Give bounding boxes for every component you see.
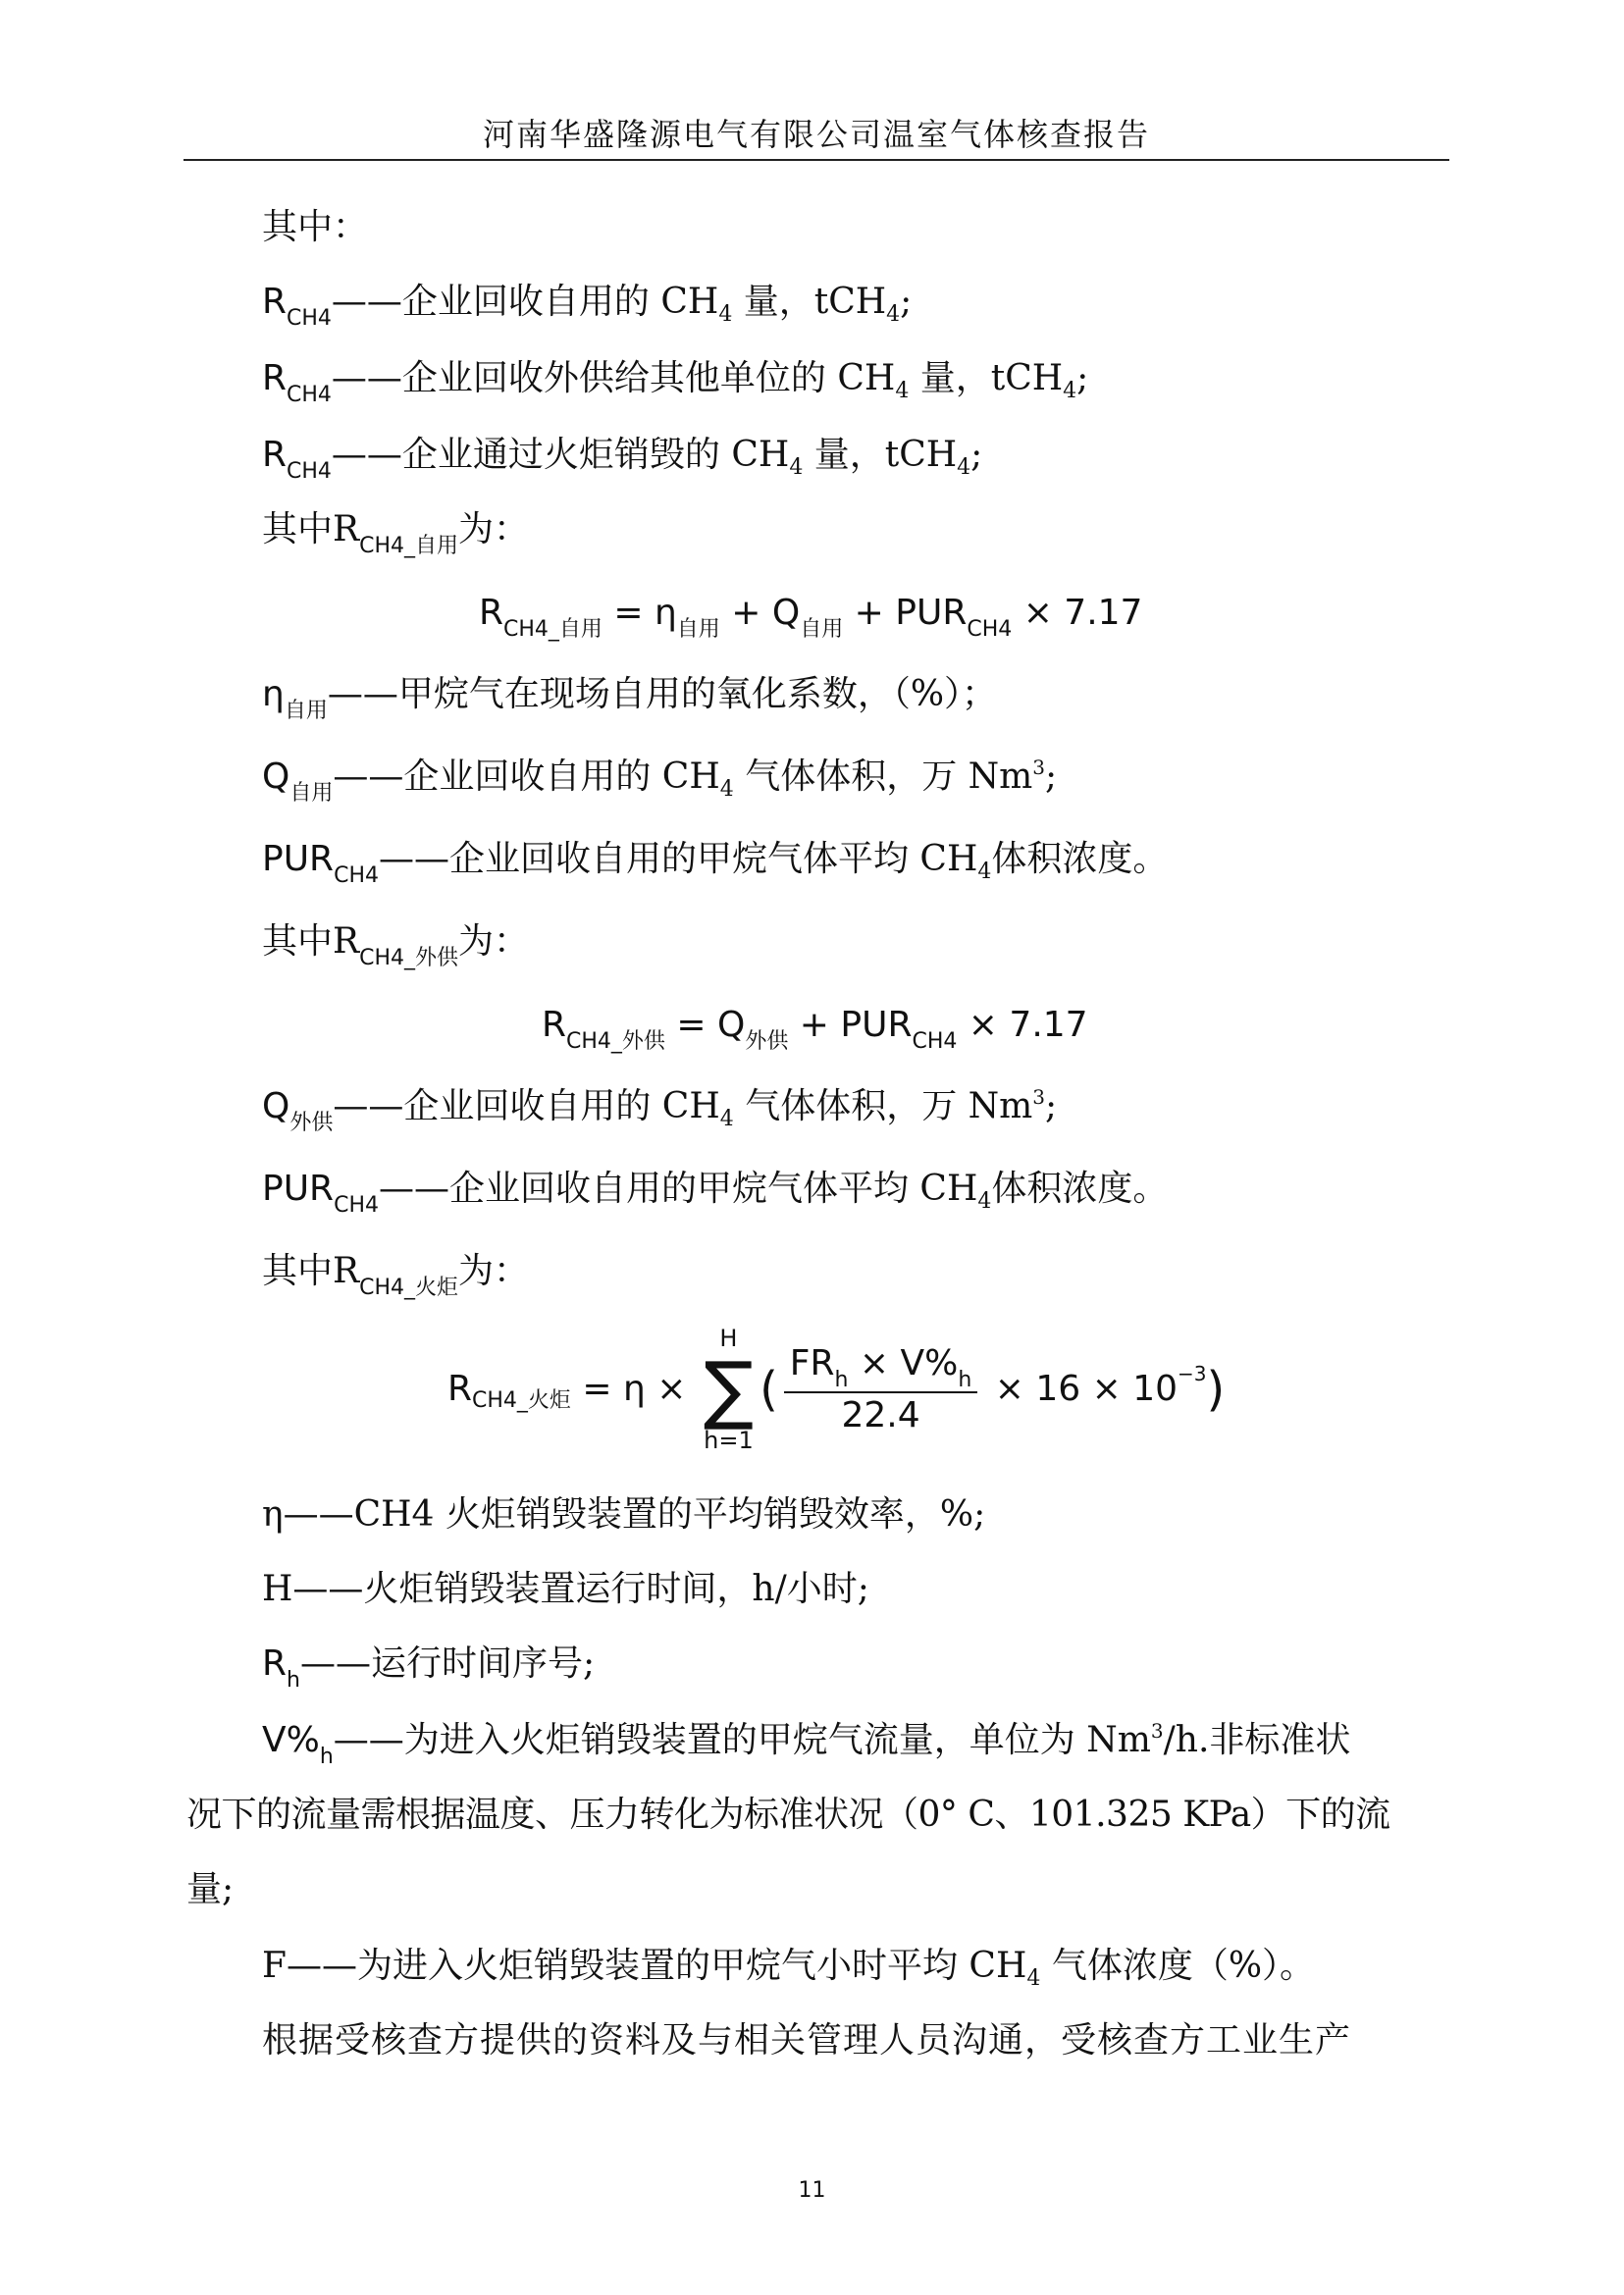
text-line: H——火炬销毁装置运行时间，h/小时; [262, 1569, 869, 1609]
eq-paren: ( [760, 1362, 778, 1417]
eq-subscript: CH4_火炬 [472, 1388, 571, 1413]
text-line [262, 918, 529, 970]
eq-symbol: R [542, 1005, 567, 1045]
numerator [784, 1341, 978, 1391]
superscript: 3 [1032, 756, 1046, 779]
subscript: 4 [1026, 1966, 1041, 1991]
line-text: 为： [458, 1251, 530, 1291]
eq-subscript: 自用 [800, 617, 844, 642]
text-line [262, 1641, 595, 1693]
line-text: ; [1076, 358, 1089, 398]
symbol: Q [262, 756, 290, 797]
symbol: R [262, 1643, 288, 1684]
line-text: 其中R [262, 921, 360, 962]
eq-symbol: × V% [848, 1342, 959, 1383]
page-number: 11 [798, 2178, 826, 2203]
line-text: 其中R [262, 1251, 360, 1291]
equation-2 [542, 1001, 1088, 1055]
sum-sign: ∑ [703, 1345, 755, 1433]
line-text: 体积浓度。 [991, 839, 1169, 879]
subscript: 4 [977, 1189, 992, 1214]
line-text: 气体体积，万 Nm [733, 756, 1033, 797]
line-text: ; [1045, 1086, 1058, 1126]
text-line: 根据受核查方提供的资料及与相关管理人员沟通，受核查方工业生产 [262, 2020, 1352, 2060]
subscript: CH4_自用 [359, 534, 459, 558]
eq-subscript: h [834, 1367, 849, 1392]
symbol: PUR [262, 1169, 335, 1209]
line-text: ——企业回收自用的甲烷气体平均 CH [378, 839, 978, 879]
line-text: ; [970, 435, 983, 475]
line-text: ——企业回收外供给其他单位的 CH [331, 358, 896, 398]
subscript: 4 [719, 1107, 734, 1131]
page-header: 河南华盛隆源电气有限公司温室气体核查报告 [482, 116, 1150, 153]
subscript: 自用 [284, 699, 328, 723]
subscript: 4 [789, 455, 804, 480]
line-text: 其中R [262, 509, 360, 549]
eq-subscript: CH4_自用 [503, 617, 602, 642]
symbol: R [262, 358, 288, 398]
superscript: 3 [1032, 1085, 1046, 1109]
eq-subscript: CH4_外供 [566, 1029, 665, 1054]
text-line [262, 1166, 1168, 1218]
eq-symbol: R [479, 593, 504, 633]
subscript: CH4 [334, 1193, 379, 1218]
eq-symbol: × 7.17 [957, 1005, 1088, 1045]
eq-symbol: = η × [570, 1369, 698, 1409]
text-line [262, 432, 982, 484]
subscript: h [319, 1745, 334, 1769]
fraction [784, 1341, 978, 1438]
eq-symbol: R [447, 1369, 473, 1409]
header-rule [183, 159, 1449, 161]
eq-subscript: CH4 [912, 1029, 958, 1054]
line-text: 气体体积，万 Nm [733, 1086, 1033, 1126]
subscript: 4 [718, 302, 733, 327]
subscript: CH4 [334, 863, 379, 888]
line-text: F——为进入火炬销毁装置的甲烷气小时平均 CH [262, 1946, 1027, 1986]
eq-paren: ) [1206, 1362, 1226, 1417]
subscript: 外供 [289, 1111, 334, 1135]
eq-symbol: FR [789, 1342, 835, 1383]
sum-lower-limit: h=1 [704, 1427, 754, 1454]
text-line [262, 836, 1168, 888]
line-text: 量，tCH [909, 358, 1064, 398]
eq-subscript: h [958, 1367, 972, 1392]
text-line [262, 754, 1057, 806]
line-text: ; [900, 282, 913, 322]
line-text: 量，tCH [732, 282, 887, 322]
subscript: 4 [977, 860, 992, 884]
denominator: 22.4 [784, 1391, 978, 1438]
subscript: CH4 [287, 459, 332, 484]
text-line [262, 1717, 1350, 1769]
line-text: ——企业回收自用的 CH [331, 282, 719, 322]
line-text: 量，tCH [803, 435, 958, 475]
text-line: η——CH4 火炬销毁装置的平均销毁效率，%; [262, 1494, 986, 1535]
sum-upper-limit: H [719, 1325, 738, 1352]
subscript: 自用 [289, 781, 334, 806]
eq-superscript: −3 [1178, 1362, 1207, 1385]
eq-symbol: = Q [664, 1005, 746, 1045]
text-line: 其中： [262, 207, 369, 247]
equation-1 [479, 589, 1142, 643]
subscript: CH4_火炬 [359, 1276, 459, 1300]
symbol: Q [262, 1086, 290, 1126]
text-line [262, 1248, 529, 1300]
line-text: ——为进入火炬销毁装置的甲烷气流量，单位为 Nm [333, 1720, 1151, 1760]
subscript: 4 [957, 455, 971, 480]
line-text: ——甲烷气在现场自用的氧化系数，（%）； [327, 674, 998, 714]
subscript: CH4 [287, 383, 332, 407]
line-text: ——企业通过火炬销毁的 CH [331, 435, 790, 475]
subscript: 4 [895, 379, 910, 403]
eq-symbol: = η [602, 593, 677, 633]
eq-subscript: 外供 [745, 1029, 789, 1054]
eq-symbol: + PUR [843, 593, 968, 633]
line-text: 为： [458, 921, 530, 962]
text-line: 量; [186, 1869, 235, 1909]
line-text: 体积浓度。 [991, 1169, 1169, 1209]
line-text: ; [1045, 756, 1058, 797]
subscript: 4 [886, 302, 901, 327]
subscript: h [287, 1668, 300, 1693]
symbol: R [262, 435, 288, 475]
text-line [262, 355, 1088, 407]
line-text: ——运行时间序号; [299, 1643, 596, 1684]
symbol: R [262, 282, 288, 322]
text-line [262, 1943, 1315, 1995]
text-line [262, 1083, 1057, 1135]
text-line: 况下的流量需根据温度、压力转化为标准状况（0° C、101.325 KPa）下的流 [186, 1795, 1390, 1835]
eq-symbol: + Q [719, 593, 801, 633]
subscript: CH4 [287, 306, 332, 331]
subscript: 4 [1063, 379, 1077, 403]
symbol: PUR [262, 839, 335, 879]
eq-symbol: × 16 × 10 [983, 1369, 1179, 1409]
text-line [262, 279, 912, 331]
symbol: V% [262, 1720, 320, 1760]
summation [704, 1325, 754, 1454]
symbol: η [262, 674, 285, 714]
line-text: 气体浓度（%）。 [1040, 1946, 1316, 1986]
line-text: ——企业回收自用的 CH [333, 756, 720, 797]
line-text: ——企业回收自用的 CH [333, 1086, 720, 1126]
text-line [262, 671, 997, 723]
eq-subscript: CH4 [967, 617, 1013, 642]
equation-3 [447, 1325, 1225, 1454]
line-text: /h.非标准状 [1163, 1720, 1351, 1760]
eq-symbol: + PUR [788, 1005, 913, 1045]
eq-symbol: × 7.17 [1012, 593, 1143, 633]
eq-subscript: 自用 [676, 617, 720, 642]
subscript: 4 [719, 777, 734, 802]
line-text: ——企业回收自用的甲烷气体平均 CH [378, 1169, 978, 1209]
line-text: 为： [458, 509, 530, 549]
text-line [262, 506, 529, 558]
subscript: CH4_外供 [359, 946, 459, 970]
superscript: 3 [1150, 1719, 1164, 1743]
